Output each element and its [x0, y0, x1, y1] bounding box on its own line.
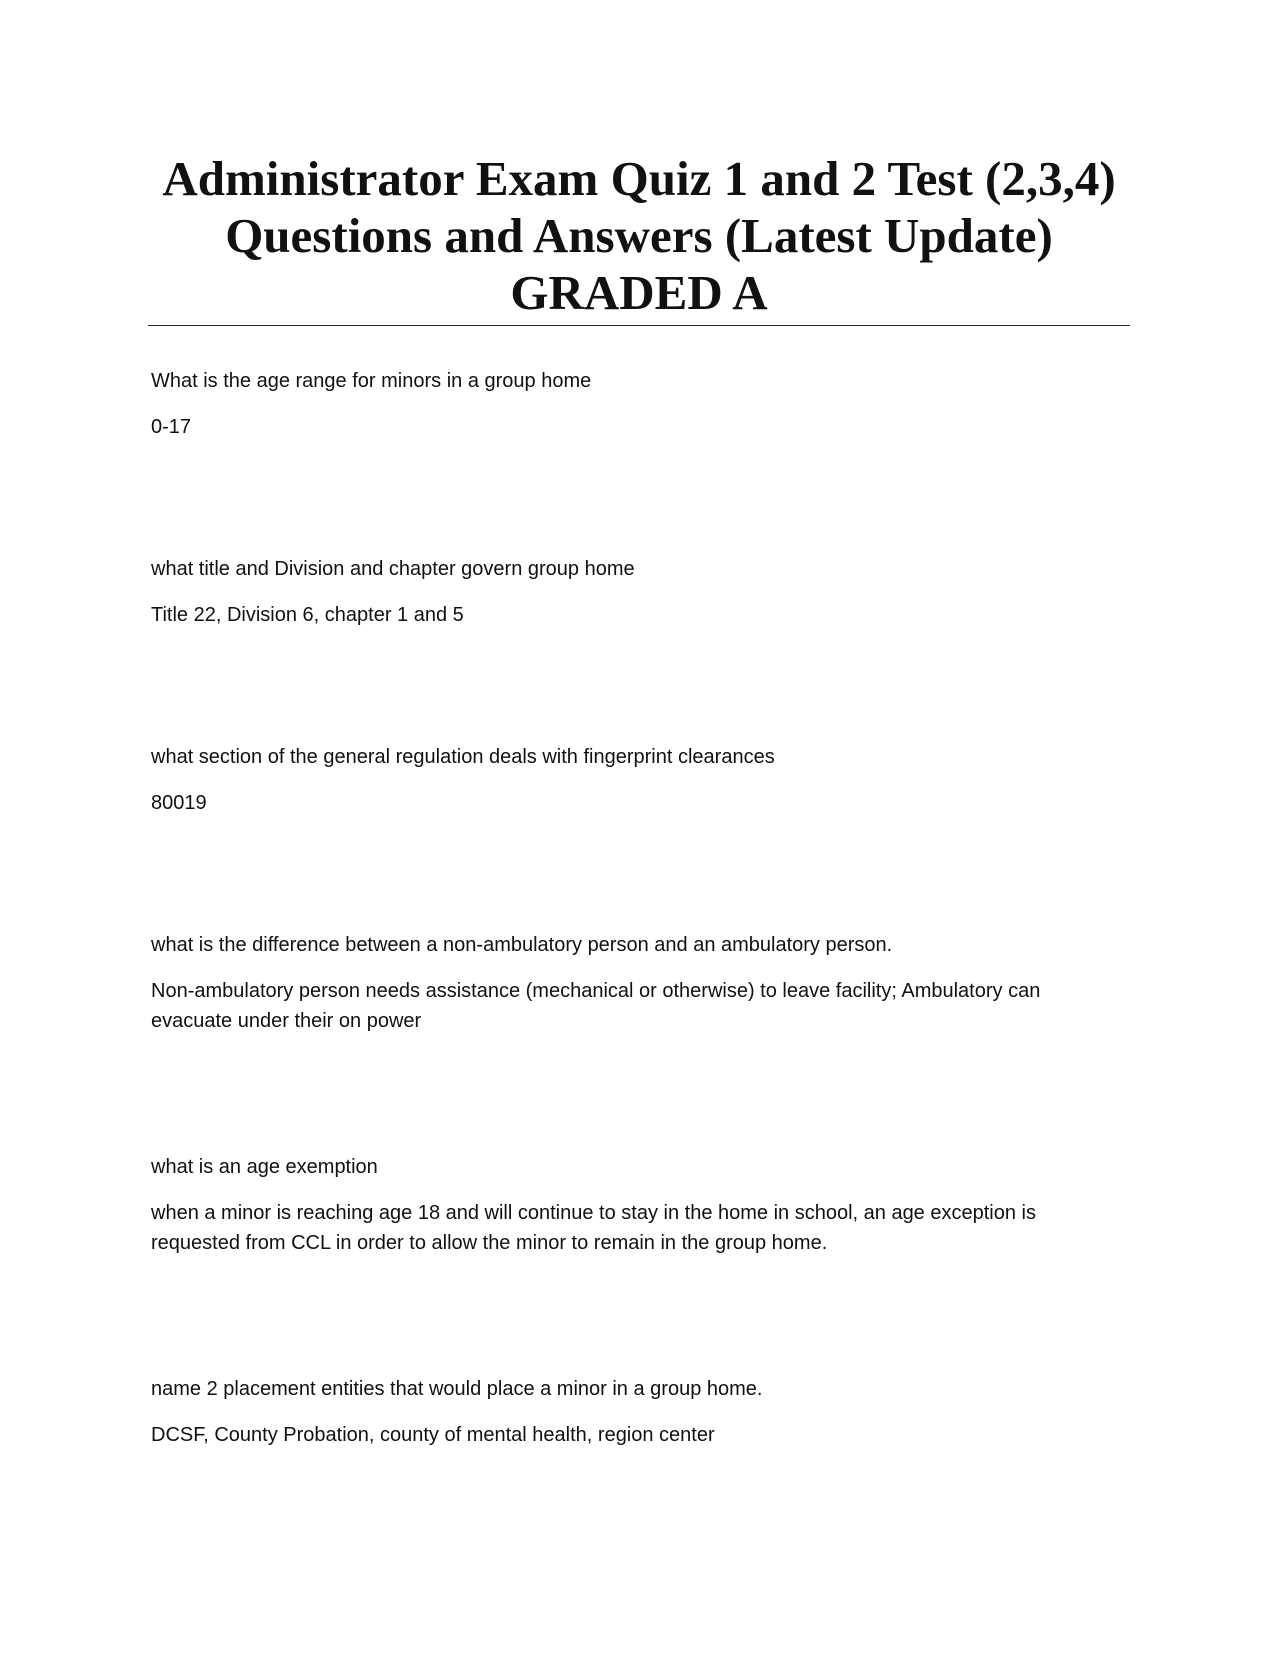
question-text: what title and Division and chapter govern group home [151, 558, 635, 580]
question-text: what is an age exemption [151, 1156, 378, 1178]
title-line-1: Administrator Exam Quiz 1 and 2 Test (2,3,4) [162, 151, 1116, 206]
qa-item [151, 930, 1111, 1036]
answer-text [151, 600, 1111, 630]
qa-item [151, 742, 1111, 818]
title-divider [148, 325, 1130, 326]
qa-item [151, 1374, 1111, 1450]
answer-text [151, 1198, 1111, 1258]
question-text: What is the age range for minors in a group home [151, 370, 592, 392]
qa-item [151, 554, 1111, 630]
answer-text [151, 1420, 1111, 1450]
question-text: name 2 placement entities that would place a minor in a group home. [151, 1378, 763, 1400]
answer-line: when a minor is reaching age 18 and will continue to stay in the home in school, an age exception is [151, 1202, 1036, 1224]
answer-line: evacuate under their on power [151, 1010, 422, 1032]
qa-item [151, 1152, 1111, 1258]
question-text: what section of the general regulation deals with fingerprint clearances [151, 746, 775, 768]
answer-line: requested from CCL in order to allow the minor to remain in the group home. [151, 1232, 828, 1254]
answer-text [151, 788, 1111, 818]
answer-text [151, 976, 1111, 1036]
answer-line: 0-17 [151, 416, 192, 438]
title-line-3: GRADED A [510, 265, 768, 320]
document-title [148, 150, 1130, 321]
answer-line: 80019 [151, 792, 207, 814]
question-text: what is the difference between a non-ambulatory person and an ambulatory person. [151, 934, 893, 956]
title-line-2: Questions and Answers (Latest Update) [225, 208, 1053, 263]
answer-line: Title 22, Division 6, chapter 1 and 5 [151, 604, 464, 626]
answer-line: DCSF, County Probation, county of mental health, region center [151, 1424, 715, 1446]
answer-text [151, 412, 1111, 442]
answer-line: Non-ambulatory person needs assistance (mechanical or otherwise) to leave facility; Ambulatory can [151, 980, 1041, 1002]
qa-item [151, 366, 1111, 442]
